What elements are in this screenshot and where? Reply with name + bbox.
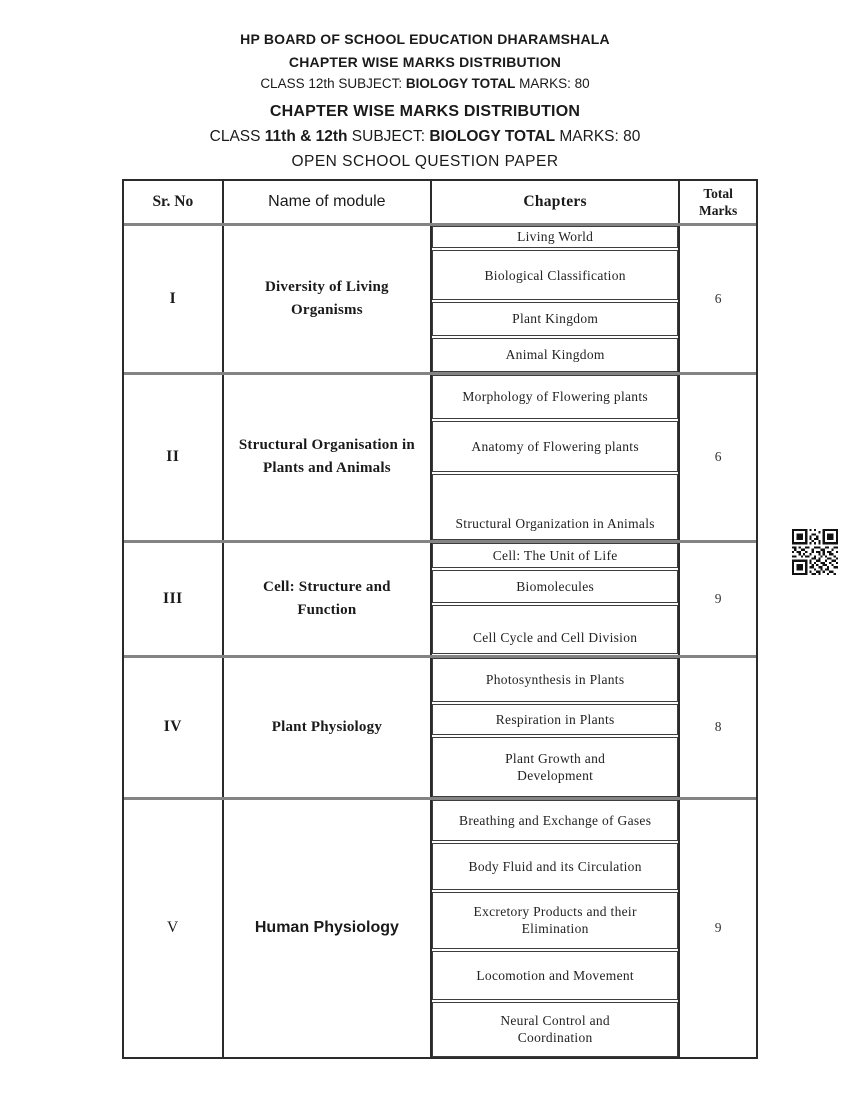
class-11-12-prefix: CLASS: [209, 127, 265, 145]
chapter-item: Excretory Products and their Elimination: [432, 892, 678, 949]
chapter-item: Locomotion and Movement: [432, 951, 678, 1001]
header-total-marks: Total Marks: [698, 185, 738, 218]
header-sr-no: Sr. No: [124, 181, 224, 223]
class-12-marks: MARKS: 80: [515, 76, 590, 91]
module-name-cell: Diversity of Living Organisms: [224, 226, 432, 372]
total-marks-cell: 9: [714, 590, 722, 606]
chapter-item: Living World: [432, 226, 678, 248]
chapter-stack: [432, 226, 678, 372]
total-marks-cell: 6: [714, 290, 722, 306]
total-marks-cell: 9: [714, 920, 722, 935]
chapter-stack: [432, 658, 678, 797]
class-11-12-classes: 11th & 12th: [264, 127, 348, 145]
chapters-cell: [432, 658, 680, 797]
chapter-stack: [432, 375, 678, 540]
header-name-of-module: Name of module: [224, 181, 432, 223]
class-12-prefix: CLASS 12th SUBJECT:: [260, 76, 406, 91]
table-row: [124, 655, 756, 797]
chapter-stack: [432, 800, 678, 1057]
total-marks-cell: 8: [714, 719, 722, 734]
chapter-item: Cell: The Unit of Life: [432, 543, 678, 568]
chapter-item: Photosynthesis in Plants: [432, 658, 678, 703]
chapters-cell: [432, 800, 680, 1057]
chapter-item: Plant Growth and Development: [432, 737, 678, 796]
chapter-item: Biological Classification: [432, 250, 678, 301]
sr-no-cell: I: [124, 226, 224, 372]
chapter-item: Anatomy of Flowering plants: [432, 421, 678, 473]
document-heading: [0, 0, 850, 174]
class-12-subject: BIOLOGY TOTAL: [405, 76, 516, 91]
module-name-cell: Human Physiology: [224, 800, 432, 1057]
class-11-12-subject-label: SUBJECT:: [347, 127, 430, 145]
chapter-item: Body Fluid and its Circulation: [432, 843, 678, 890]
header-chapters: Chapters: [432, 181, 680, 223]
module-name-cell: Cell: Structure and Function: [224, 543, 432, 655]
table-header-row: [124, 181, 756, 223]
class-11-12-subject: BIOLOGY TOTAL: [429, 127, 556, 145]
class-11-12-marks: MARKS: 80: [555, 127, 641, 145]
table-row: [124, 223, 756, 372]
marks-distribution-table: [122, 179, 758, 1059]
table-row: [124, 540, 756, 655]
module-name-cell: Structural Organisation in Plants and Animals: [224, 375, 432, 540]
chapter-item: Biomolecules: [432, 570, 678, 603]
heading-subtitle-1: CHAPTER WISE MARKS DISTRIBUTION: [288, 53, 562, 70]
sr-no-cell: III: [124, 543, 224, 655]
chapter-item: Plant Kingdom: [432, 302, 678, 335]
table-row: [124, 372, 756, 540]
heading-class-12-line: [0, 73, 850, 96]
total-marks-cell: 6: [714, 449, 722, 464]
chapters-cell: [432, 226, 680, 372]
chapter-item: Respiration in Plants: [432, 704, 678, 735]
chapter-item: Cell Cycle and Cell Division: [432, 605, 678, 655]
chapter-stack: [432, 543, 678, 655]
heading-board-title: HP BOARD OF SCHOOL EDUCATION DHARAMSHALA: [240, 31, 610, 47]
chapter-item: Breathing and Exchange of Gases: [432, 800, 678, 841]
chapters-cell: [432, 375, 680, 540]
chapters-cell: [432, 543, 680, 655]
chapter-item: Animal Kingdom: [432, 338, 678, 372]
chapter-item: Neural Control and Coordination: [432, 1002, 678, 1056]
sr-no-cell: IV: [124, 658, 224, 797]
heading-subtitle-2: CHAPTER WISE MARKS DISTRIBUTION: [269, 102, 581, 120]
chapter-item: Morphology of Flowering plants: [432, 375, 678, 419]
qr-code-icon: [792, 529, 838, 575]
heading-class-11-12-line: [0, 124, 850, 149]
chapter-item: Structural Organization in Animals: [432, 474, 678, 539]
heading-open-school: OPEN SCHOOL QUESTION PAPER: [291, 152, 559, 170]
sr-no-cell: II: [124, 375, 224, 540]
table-row: [124, 797, 756, 1057]
sr-no-cell: V: [124, 800, 224, 1057]
module-name-cell: Plant Physiology: [224, 658, 432, 797]
